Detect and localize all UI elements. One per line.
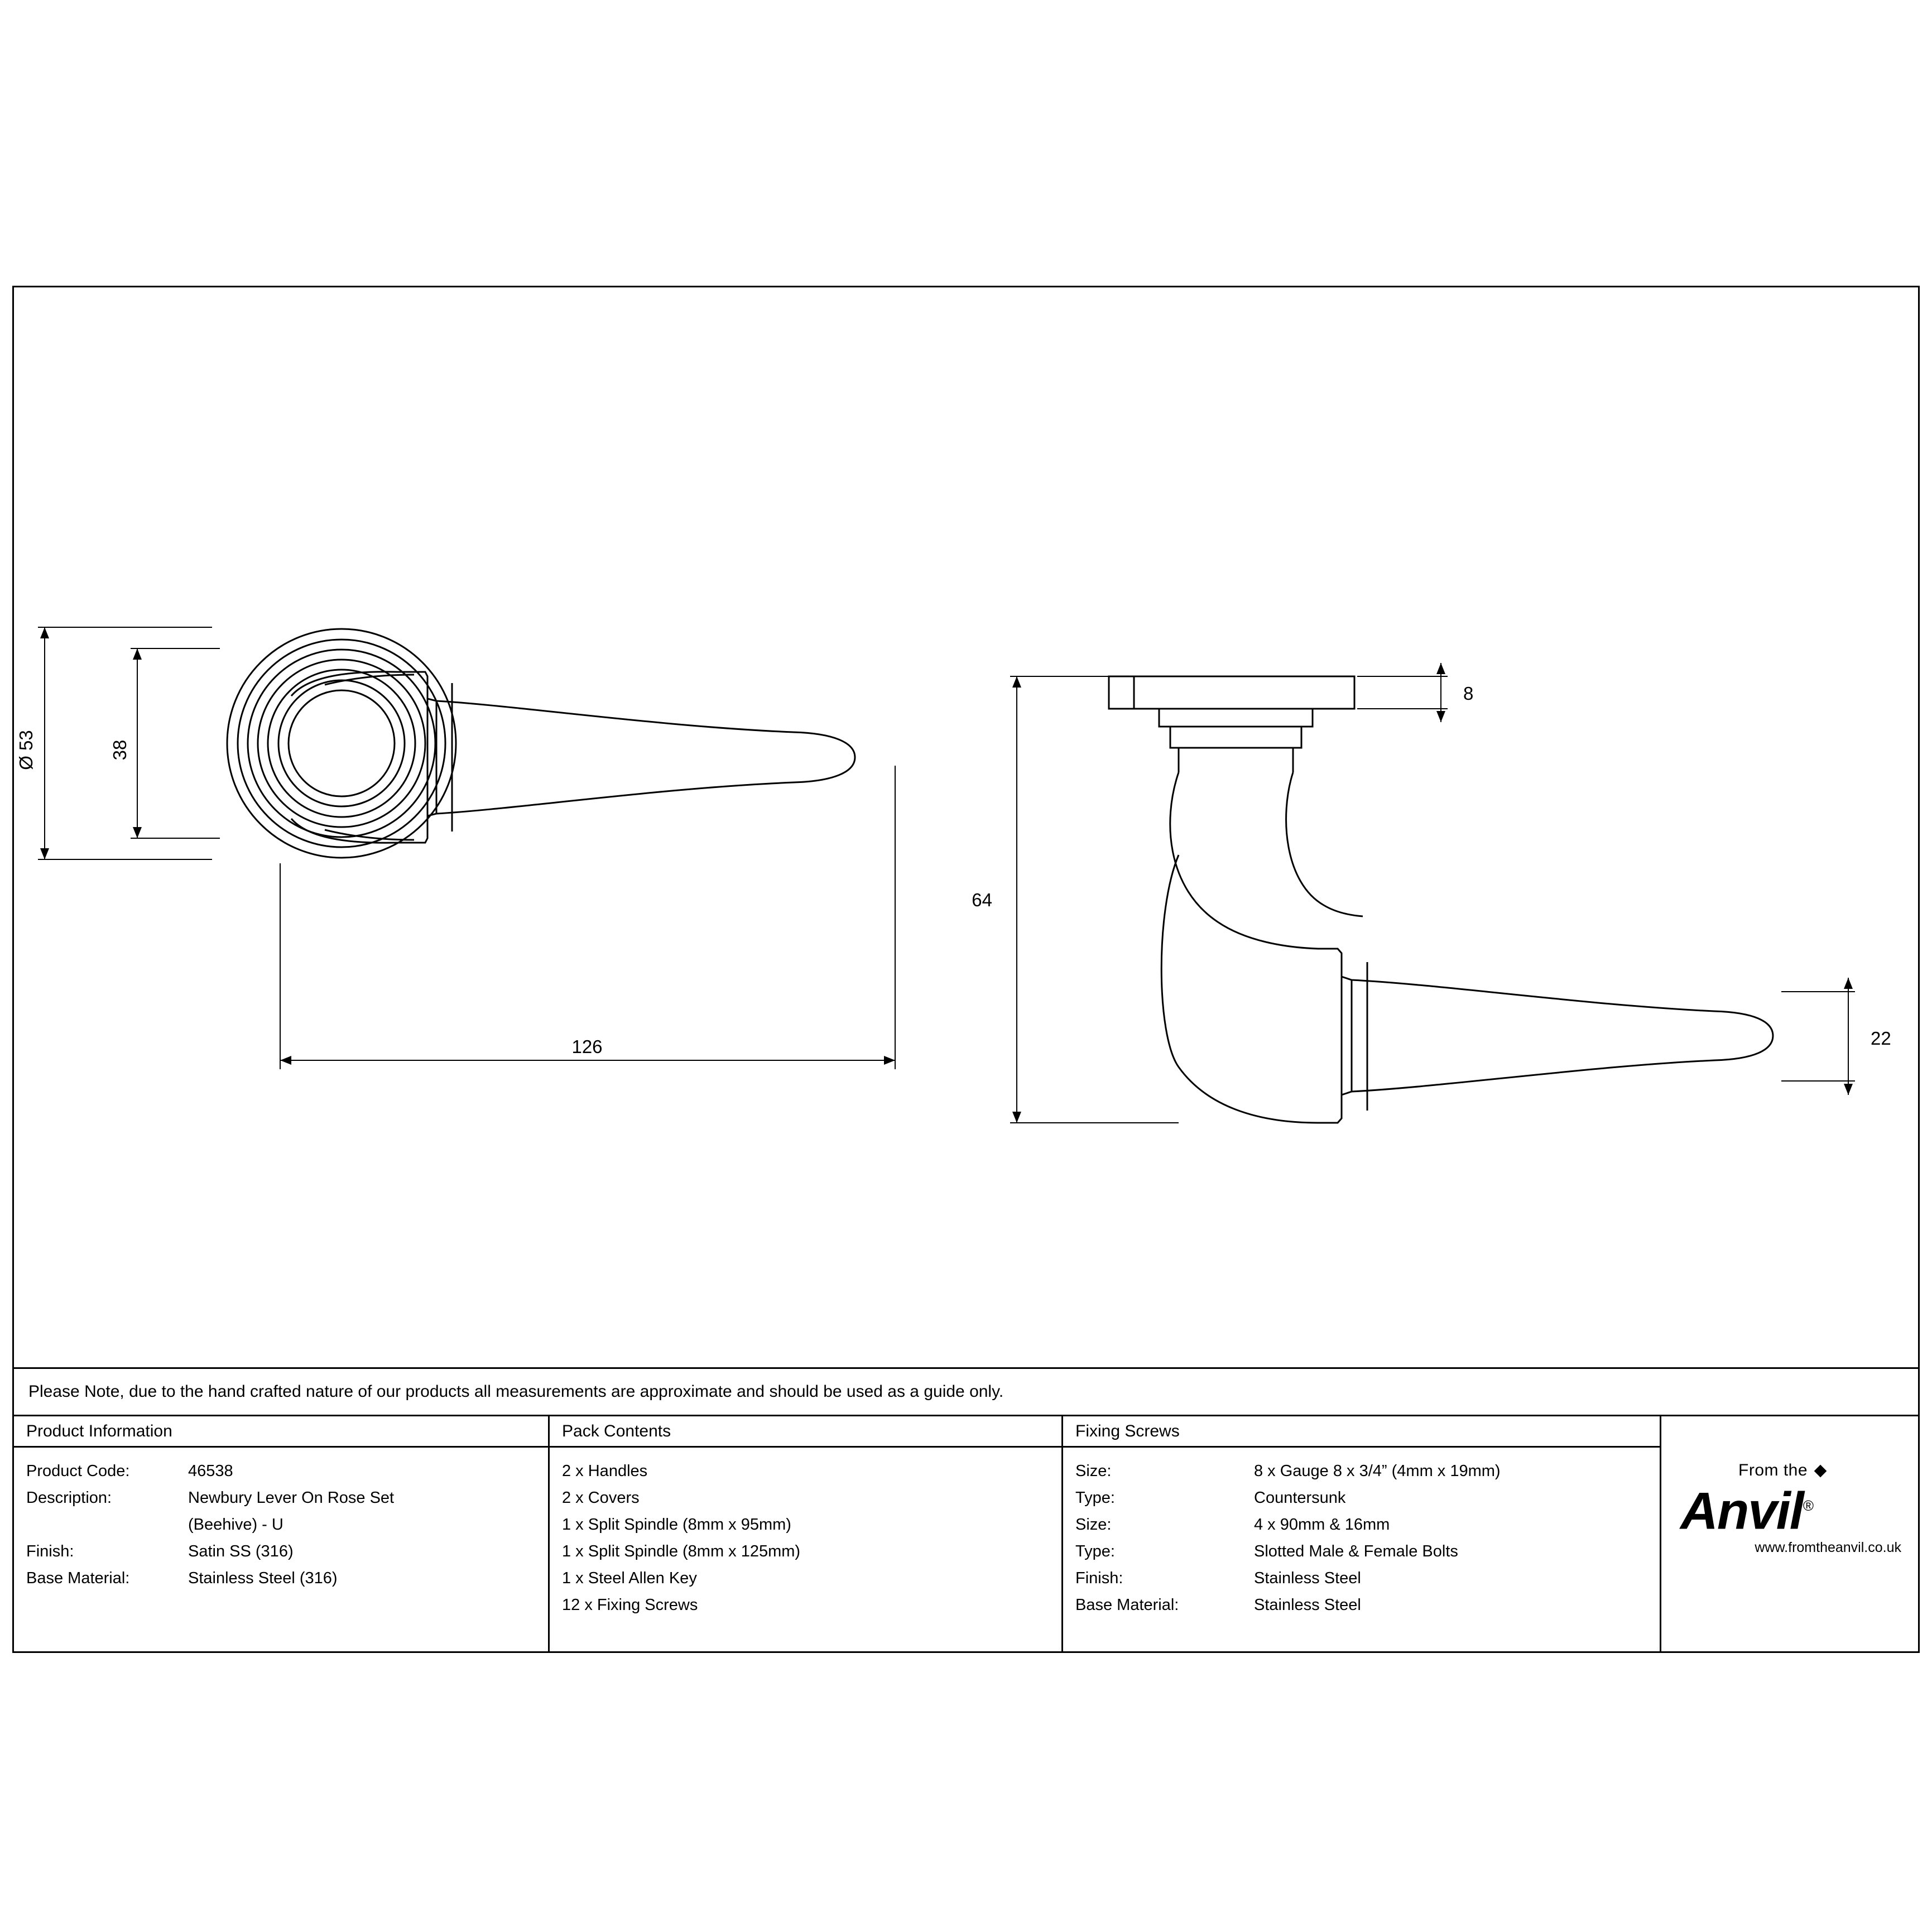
screw-type-label: Type:	[1075, 1489, 1115, 1507]
screw-base-material-label: Base Material:	[1075, 1596, 1179, 1614]
list-item: 12 x Fixing Screws	[562, 1596, 698, 1614]
list-item: 1 x Steel Allen Key	[562, 1569, 697, 1587]
dimension-rose-depth	[1357, 663, 1448, 722]
dimension-label-projection: 64	[972, 890, 992, 910]
table-row	[26, 1538, 548, 1565]
list-item: 2 x Covers	[562, 1489, 640, 1507]
diamond-icon	[1814, 1465, 1827, 1478]
pack-contents-heading: Pack Contents	[550, 1416, 1061, 1448]
list-item: 1 x Split Spindle (8mm x 95mm)	[562, 1516, 791, 1534]
dimension-label-rose-inner: 38	[109, 739, 130, 761]
table-row	[1075, 1458, 1660, 1484]
table-row	[26, 1565, 548, 1592]
description-value-cont: (Beehive) - U	[188, 1516, 283, 1534]
rose-front-view	[227, 629, 456, 858]
list-item: 2 x Handles	[562, 1462, 648, 1480]
base-material-value: Stainless Steel (316)	[188, 1569, 338, 1587]
measurement-note-row	[12, 1367, 1920, 1415]
description-label: Description:	[26, 1489, 112, 1507]
bolt-type-value: Slotted Male & Female Bolts	[1254, 1542, 1458, 1560]
logo-website-url: www.fromtheanvil.co.uk	[1755, 1540, 1901, 1556]
dimension-label-rose-diameter: Ø 53	[16, 730, 36, 770]
description-label-cont	[26, 1511, 188, 1538]
dimension-label-lever-length: 126	[571, 1036, 603, 1057]
screw-size-value: 8 x Gauge 8 x 3/4” (4mm x 19mm)	[1254, 1462, 1501, 1480]
screw-finish-value: Stainless Steel	[1254, 1569, 1361, 1587]
table-row	[1075, 1484, 1660, 1511]
table-row	[1075, 1565, 1660, 1592]
fixing-screws-column	[1063, 1416, 1661, 1651]
product-information-column	[14, 1416, 550, 1651]
product-information-heading: Product Information	[14, 1416, 548, 1448]
product-code-label: Product Code:	[26, 1462, 130, 1480]
fixing-screws-heading: Fixing Screws	[1063, 1416, 1660, 1448]
lever-side-view	[1161, 772, 1773, 1123]
lever-front-view	[291, 672, 855, 843]
brand-logo	[1680, 1461, 1904, 1556]
table-row	[1075, 1538, 1660, 1565]
dimension-projection	[1010, 676, 1179, 1123]
registered-trademark-icon: ®	[1803, 1497, 1813, 1514]
pack-contents-column	[550, 1416, 1063, 1651]
logo-line-anvil	[1680, 1480, 1904, 1540]
table-row	[1075, 1592, 1660, 1618]
rose-side-view	[1109, 676, 1354, 772]
screw-size-label: Size:	[1075, 1462, 1112, 1480]
dimension-rose-inner	[131, 648, 220, 838]
table-row	[26, 1484, 548, 1511]
bolt-type-label: Type:	[1075, 1542, 1115, 1560]
dimension-lever-height	[1781, 978, 1855, 1095]
base-material-label: Base Material:	[26, 1569, 130, 1587]
logo-anvil-text: Anvil	[1680, 1481, 1803, 1540]
bolt-size-value: 4 x 90mm & 16mm	[1254, 1516, 1390, 1534]
logo-line-from-the	[1738, 1461, 1904, 1480]
product-drawing	[12, 286, 1920, 1402]
dimension-label-rose-depth: 8	[1463, 683, 1474, 704]
brand-logo-cell	[1661, 1416, 1918, 1651]
description-value: Newbury Lever On Rose Set	[188, 1489, 395, 1507]
screw-base-material-value: Stainless Steel	[1254, 1596, 1361, 1614]
logo-from-the-text: From the	[1738, 1461, 1808, 1479]
list-item: 1 x Split Spindle (8mm x 125mm)	[562, 1542, 801, 1560]
table-row	[1075, 1511, 1660, 1538]
screw-finish-label: Finish:	[1075, 1569, 1123, 1587]
dimension-lever-length	[280, 766, 895, 1069]
dimension-label-lever-height: 22	[1871, 1028, 1891, 1049]
finish-label: Finish:	[26, 1542, 74, 1560]
table-row	[26, 1511, 548, 1538]
finish-value: Satin SS (316)	[188, 1542, 294, 1560]
product-code-value: 46538	[188, 1462, 233, 1480]
specification-table	[12, 1415, 1920, 1653]
measurement-note: Please Note, due to the hand crafted nature of our products all measurements are approximate and should be used as a guide only.	[28, 1382, 1004, 1401]
screw-type-value: Countersunk	[1254, 1489, 1346, 1507]
table-row	[26, 1458, 548, 1484]
bolt-size-label: Size:	[1075, 1516, 1112, 1534]
